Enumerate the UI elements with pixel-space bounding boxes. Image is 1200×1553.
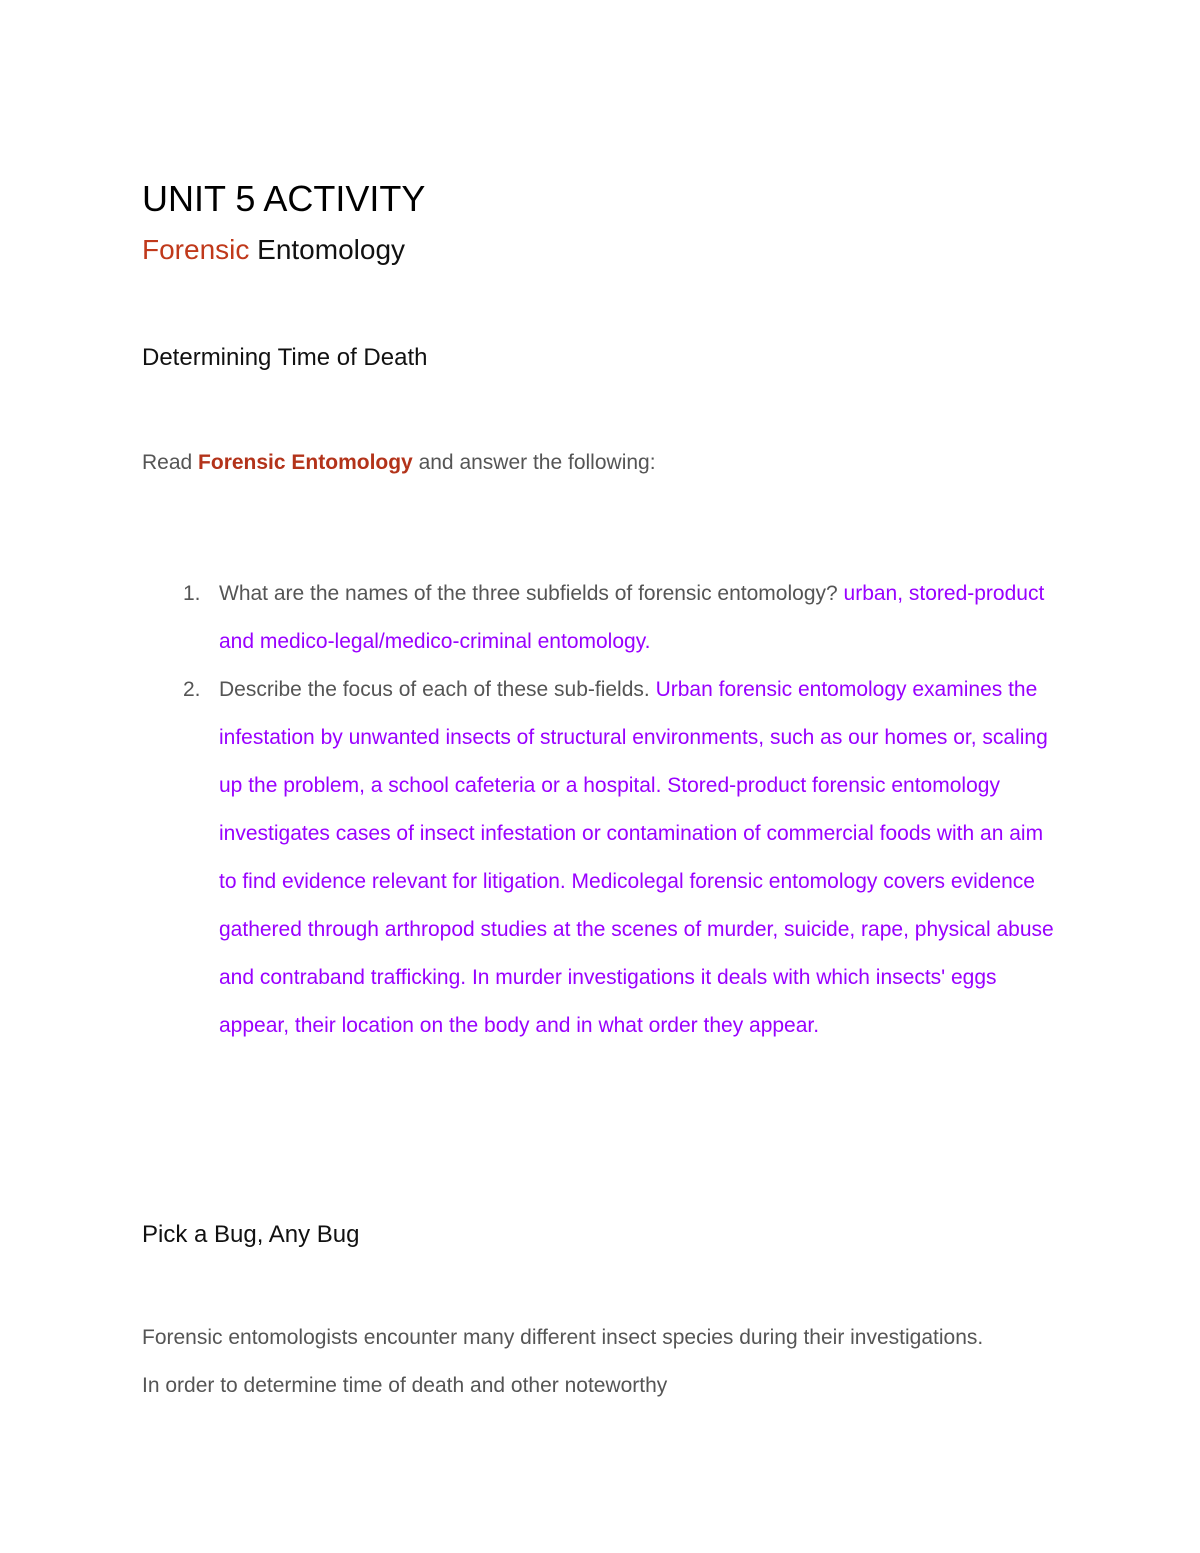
forensic-entomology-link[interactable]: Forensic Entomology	[198, 451, 413, 474]
read-prefix: Read	[142, 451, 199, 474]
list-item	[142, 570, 1062, 666]
page-title: UNIT 5 ACTIVITY	[142, 178, 426, 219]
subtitle-rest: Entomology	[249, 234, 406, 265]
subtitle-accent: Forensic	[142, 234, 250, 265]
body-paragraph: Forensic entomologists encounter many different insect species during their investigations. In order to determine time of death and other noteworthy	[142, 1326, 984, 1397]
page-subtitle	[142, 231, 405, 269]
question-text: What are the names of the three subfields of forensic entomology?	[219, 582, 844, 605]
question-number: 1.	[183, 582, 201, 605]
read-suffix: and answer the following:	[412, 451, 656, 474]
question-text: Describe the focus of each of these sub-fields.	[219, 678, 656, 701]
section-heading-pick-a-bug: Pick a Bug, Any Bug	[142, 1221, 360, 1248]
question-list	[142, 570, 1062, 1050]
answer-text: urban, stored-product and medico-legal/medico-criminal entomology.	[219, 582, 1045, 653]
list-item	[142, 666, 1062, 1050]
answer-text: Urban forensic entomology examines the infestation by unwanted insects of structural environments, such as our homes or, scaling up the problem, a school cafeteria or a hospital. Stored-product forensic entomology investigates cases of insect infestation or contamination of commercial foods with an aim to find evidence relevant for litigation. Medicolegal forensic entomology covers evidence gathered through arthropod studies at the scenes of murder, suicide, rape, physical abuse and contraband trafficking. In murder investigations it deals with which insects' eggs appear, their location on the body and in what order they appear.	[219, 678, 1054, 1037]
section-heading-time-of-death: Determining Time of Death	[142, 344, 428, 371]
question-number: 2.	[183, 678, 201, 701]
reading-instruction	[142, 447, 656, 479]
